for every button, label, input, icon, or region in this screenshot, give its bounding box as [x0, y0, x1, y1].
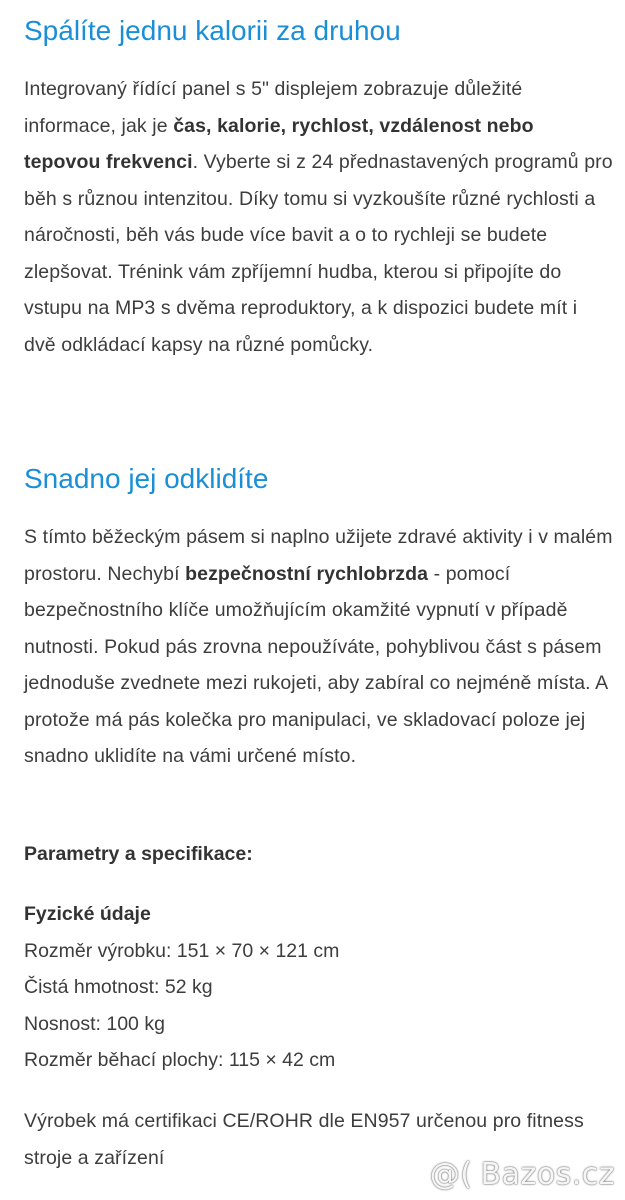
specs-list — [24, 896, 339, 1079]
spec-item: Rozměr výrobku: 151 × 70 × 121 cm — [24, 939, 340, 962]
spec-item: Čistá hmotnost: 52 kg — [24, 976, 213, 998]
section-heading-calories: Spálíte jednu kalorii za druhou — [24, 15, 401, 46]
section-paragraph-storage — [24, 519, 614, 775]
section-paragraph-calories — [24, 71, 614, 363]
paragraph-bold-text: čas, kalorie, rychlost, vzdálenost nebo tepovou frekvenci — [24, 114, 534, 173]
paragraph-text: . Vyberte si z 24 přednastavených programů pro běh s různou intenzitou. Díky tomu si vyzkoušíte různé rychlosti a náročnosti, běh vás bude více bavit a o to rychleji se budete zlepšovat. Trénink vám zpříjemní hudba, kterou si připojíte do vstupu na MP3 s dvěma reproduktory, a k dispozici budete mít i dvě odkládací kapsy na různé pomůcky. — [24, 151, 613, 356]
bazos-watermark — [430, 1157, 615, 1192]
paragraph-text: Integrovaný řídící panel s 5" displejem zobrazuje důležité informace, jak je — [24, 78, 523, 137]
paragraph-text: S tímto běžeckým pásem si naplno užijete zdravé aktivity i v malém prostoru. Nechybí — [24, 526, 613, 585]
paragraph-text: - pomocí bezpečnostního klíče umožňujícím okamžité vypnutí v případě nutnosti. Pokud pás zrovna nepoužíváte, pohyblivou část s pásem jednoduše zvednete mezi rukojeti, aby zabíral co nejméně místa. A protože má pás kolečka pro manipulaci, ve skladovací poloze jej snadno uklidíte na vámi určené místo. — [24, 562, 608, 767]
specs-title: Parametry a specifikace: — [24, 843, 253, 865]
paragraph-bold-text: bezpečnostní rychlobrzda — [185, 562, 429, 585]
specs-group-label: Fyzické údaje — [24, 903, 151, 925]
watermark-text: Bazos.cz — [480, 1157, 615, 1192]
spec-item: Rozměr běhací plochy: 115 × 42 cm — [24, 1049, 336, 1071]
certification-text: Výrobek má certifikaci CE/ROHR dle EN957 určenou pro fitness stroje a zařízení — [24, 1110, 584, 1169]
section-heading-storage: Snadno jej odklidíte — [24, 463, 269, 494]
bazos-logo-icon: @( — [429, 1157, 473, 1192]
spec-item: Nosnost: 100 kg — [24, 1012, 165, 1035]
